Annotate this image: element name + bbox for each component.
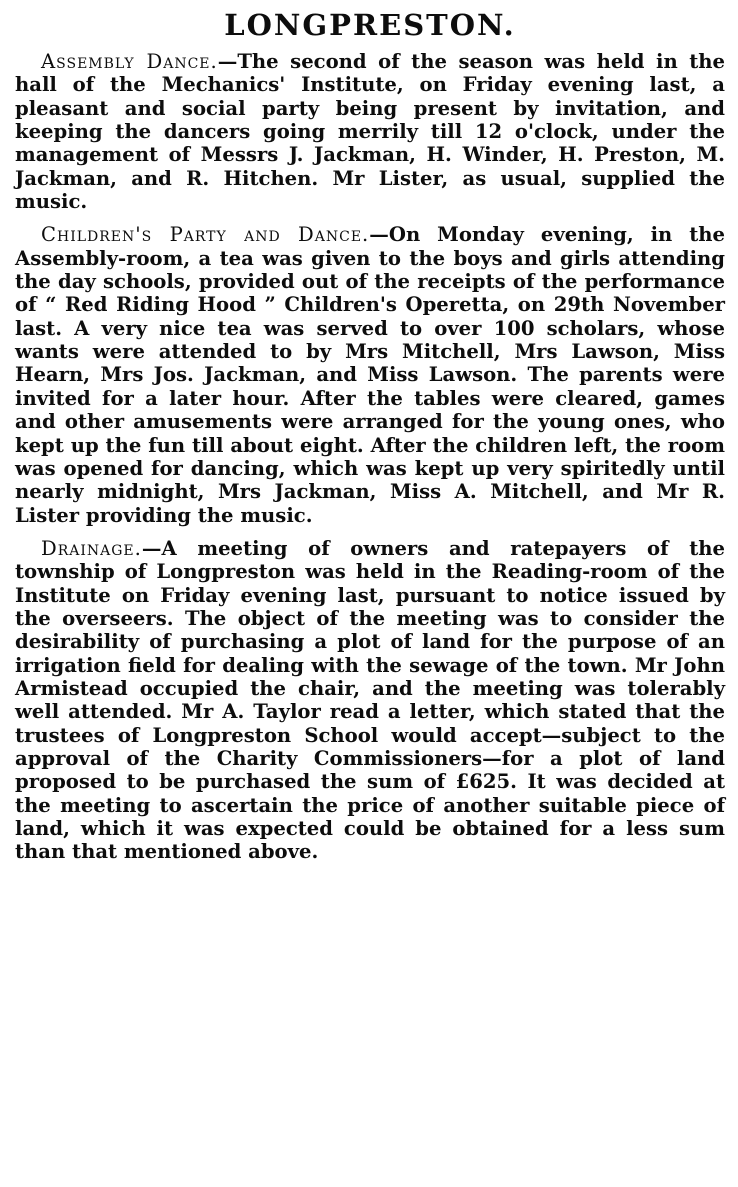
paragraph-body: —On Monday evening, in the Assembly-room, a tea was given to the boys and girls attending the day schools, provided out of the receipts of the performance of “ Red Riding Hood ” Children's Operetta, on 29th November last. A very nice tea was served to over 100 scholars, whose wants were attended to by Mrs Mitchell, Mrs Lawson, Miss Hearn, Mrs Jos. Jackman, and Miss Lawson. The parents were invited for a later hour. After the tables were cleared, games and other amusements were arranged for the young ones, who kept up the fun till about eight. After the children left, the room was opened for dancing, which was kept up very spiritedly until nearly midnight, Mrs Jackman, Miss A. Mitchell, and Mr R. Lister providing the music. [15, 223, 725, 527]
paragraph-assembly-dance [15, 50, 725, 213]
paragraph-body: —A meeting of owners and ratepayers of the township of Longpreston was held in the Reading-room of the Institute on Friday evening last, pursuant to notice issued by the overseers. The object of the meeting was to consider the desirability of purchasing a plot of land for the purpose of an irrigation field for dealing with the sewage of the town. Mr John Armistead occupied the chair, and the meeting was tolerably well attended. Mr A. Taylor read a letter, which stated that the trustees of Longpreston School would accept—subject to the approval of the Charity Commissioners—for a plot of land proposed to be purchased the sum of £625. It was decided at the meeting to ascertain the price of another suitable piece of land, which it was expected could be obtained for a less sum than that mentioned above. [15, 536, 725, 864]
paragraph-body: —The second of the season was held in the hall of the Mechanics' Institute, on Friday evening last, a pleasant and social party being present by invitation, and keeping the dancers going merrily till 12 o'clock, under the management of Messrs J. Jackman, H. Winder, H. Preston, M. Jackman, and R. Hitchen. Mr Lister, as usual, supplied the music. [15, 50, 726, 214]
paragraph-lead: Drainage. [41, 536, 142, 560]
article-headline: LONGPRESTON. [224, 8, 516, 42]
paragraph-childrens-party [15, 223, 725, 526]
paragraph-drainage [15, 537, 725, 864]
paragraph-lead: Children's Party and Dance. [41, 223, 370, 247]
paragraph-lead: Assembly Dance. [41, 50, 218, 73]
